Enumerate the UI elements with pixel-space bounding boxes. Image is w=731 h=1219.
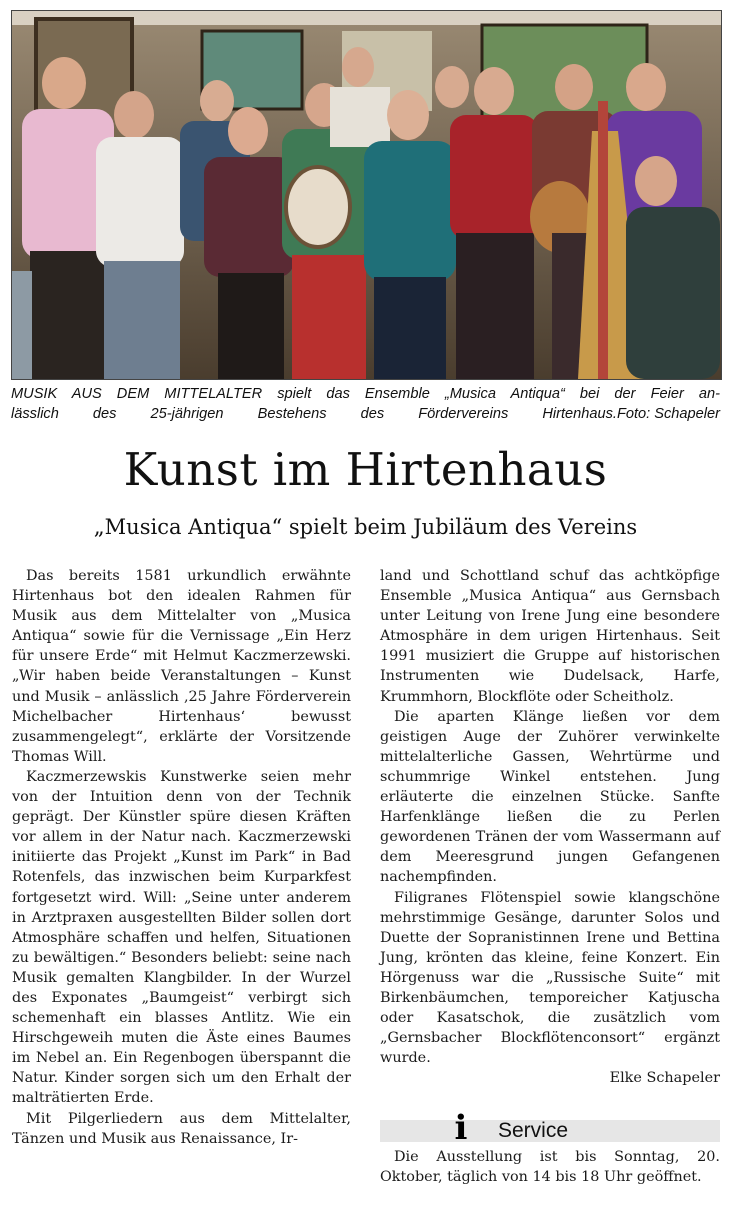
caption-line-2 xyxy=(11,404,720,424)
article-paragraph: Das bereits 1581 urkundlich erwähnte Hirtenhaus bot den idealen Rahmen für Musik aus dem Mittelalter von „Musica Antiqua“ sowie für die Vernissage „Ein Herz für unsere Erde“ mit Helmut Kaczmerzewski. „Wir haben beide Veranstaltungen – Kunst und Musik – anlässlich ‚25 Jahre Förderverein Michelbacher Hirtenhaus‘ bewusst zusammengelegt“, erklärte der Vorsitzende Thomas Will. xyxy=(12,568,351,765)
article-column-right xyxy=(380,566,720,1088)
service-label: Service xyxy=(498,1119,569,1142)
ensemble-photo xyxy=(11,10,722,380)
article-paragraph: Kaczmerzewskis Kunstwerke seien mehr von der Intuition denn von der Technik geprägt. Der Künstler spüre diesen Kräften vor allem in der Natur nach. Kaczmerzewski initiierte das Projekt „Kunst im Park“ in Bad Rotenfels, das inzwischen beim Kurparkfest fortgesetzt wird. Will: „Seine unter anderem in Arztpraxen ausgestellten Bilder sollen dort Atmosphäre schaffen und helfen, Situationen zu bewältigen.“ Besonders beliebt: seine nach Musik gemalten Klangbilder. In der Wurzel des Exponates „Baumgeist“ verbirgt sich schemenhaft ein blasses Antlitz. Wie ein Hirschgeweih muten die Äste eines Baumes im Nebel an. Ein Regenbogen überspannt die Natur. Kinder sorgen sich um den Erhalt der malträtierten Erde. xyxy=(12,768,351,1107)
info-icon: i xyxy=(454,1108,468,1148)
article-paragraph: land und Schottland schuf das achtköpfige Ensemble „Musica Antiqua“ aus Gernsbach unter Leitung von Irene Jung eine besondere Atmosphäre in dem urigen Hirtenhaus. Seit 1991 musiziert die Gruppe auf historischen Instrumenten wie Dudelsack, Harfe, Krummhorn, Blockflöte oder Scheitholz. xyxy=(380,568,720,705)
service-text: Die Ausstellung ist bis Sonntag, 20. Oktober, täglich von 14 bis 18 Uhr geöffnet. xyxy=(380,1149,720,1186)
photo-credit: Foto: Schapeler xyxy=(616,406,720,422)
caption-line-1: MUSIK AUS DEM MITTELALTER spielt das Ensemble „Musica Antiqua“ bei der Feier an- xyxy=(11,386,720,402)
service-box-header xyxy=(380,1108,720,1148)
photo-caption xyxy=(11,384,720,424)
article-paragraph: Mit Pilgerliedern aus dem Mittelalter, Tänzen und Musik aus Renaissance, Ir- xyxy=(12,1110,351,1147)
caption-line-2-text: lässlich des 25-jährigen Bestehens des Fördervereins Hirtenhaus. xyxy=(11,406,617,422)
article-column-left xyxy=(12,566,351,1149)
article-author: Elke Schapeler xyxy=(609,1070,720,1087)
article-headline: Kunst im Hirtenhaus xyxy=(123,443,608,496)
ensemble-photo-drawing xyxy=(12,11,721,379)
article-subheadline: „Musica Antiqua“ spielt beim Jubiläum des Vereins xyxy=(93,515,638,539)
article-paragraph: Filigranes Flötenspiel sowie klangschöne mehrstimmige Gesänge, darunter Solos und Duette der Sopranistinnen Irene und Bettina Jung, krönten das kleine, feine Konzert. Ein Hörgenuss war die „Russische Suite“ mit Birkenbäumchen, temporeicher Katjuscha oder Kasatschok, die zusätzlich vom „Gernsbacher Blockflötenconsort“ ergänzt wurde. xyxy=(380,889,720,1067)
article-paragraph: Die aparten Klänge ließen vor dem geistigen Auge der Zuhörer verwinkelte mittelalterliche Gassen, Wehrtürme und schummrige Winkel entstehen. Jung erläuterte die einzelnen Stücke. Sanfte Harfenklänge ließen die zu Perlen gewordenen Tränen der vom Wassermann auf dem Meeresgrund jungen Gefangenen nachempfinden. xyxy=(380,708,720,886)
